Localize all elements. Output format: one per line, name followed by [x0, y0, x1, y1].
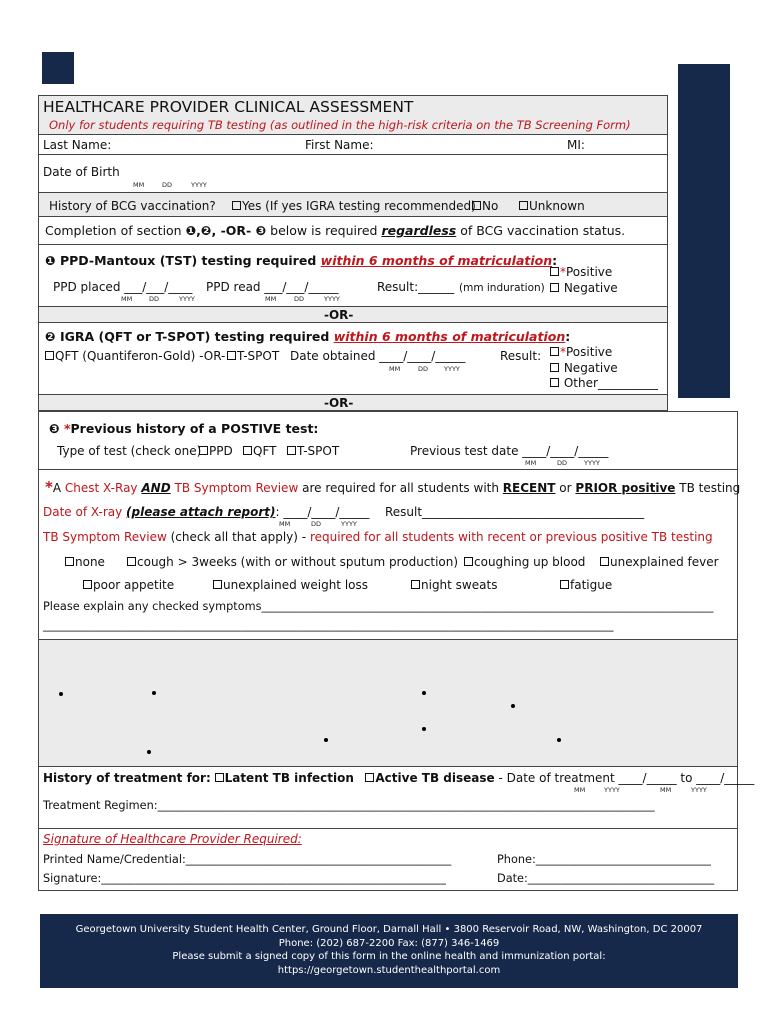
bcg-unknown[interactable] [519, 199, 585, 213]
last-name-label: Last Name: [43, 138, 112, 152]
symptom-label: none [75, 555, 105, 569]
xray-symptom-review: TB Symptom Review [174, 481, 299, 495]
sidebar-bar [678, 64, 730, 398]
treatment-regimen: Treatment Regimen:________________________________________________________________________________________ [43, 799, 655, 812]
form-header [38, 95, 668, 135]
igra-tspot-label: T-SPOT [237, 349, 280, 363]
bcg-label: History of BCG vaccination? [49, 199, 216, 213]
xray-yyyy: YYYY [341, 520, 357, 528]
treatment-mm-1: MM [574, 786, 586, 794]
bcg-no-label: No [482, 199, 499, 213]
checkbox-icon[interactable] [227, 351, 236, 360]
checkbox-icon[interactable] [232, 201, 241, 210]
ppd-section [38, 245, 668, 307]
checkbox-icon[interactable] [550, 267, 559, 276]
first-name-label: First Name: [305, 138, 374, 152]
symptom-required: required for all students with recent or previous positive TB testing [309, 530, 713, 544]
symptom-label: cough > 3weeks (with or without sputum production) [137, 555, 459, 569]
checkbox-icon[interactable] [550, 378, 559, 387]
footer-address: Georgetown University Student Health Center, Ground Floor, Darnall Hall • 3800 Reservoir Road, NW, Washington, DC 20007 [75, 924, 703, 935]
checkbox-icon[interactable] [65, 557, 74, 566]
bullet-dot [59, 692, 63, 696]
igra-qft-label: QFT (Quantiferon-Gold) -OR- [55, 349, 226, 363]
igra-colon: : [565, 329, 571, 344]
checkbox-icon[interactable] [600, 557, 609, 566]
xray-and: AND [141, 481, 171, 495]
treatment-latent[interactable] [215, 771, 354, 785]
symptom-coughing-blood[interactable] [464, 555, 585, 569]
or-divider-1 [38, 307, 668, 323]
prev-ppd[interactable] [199, 444, 233, 458]
prev-dd: DD [557, 459, 568, 467]
xray-please-attach: (please attach report) [126, 505, 276, 519]
previous-section [38, 411, 738, 470]
xray-dd: DD [311, 520, 322, 528]
phone-field: Phone:_______________________________ [497, 853, 711, 866]
treatment-row [43, 771, 754, 785]
igra-qft[interactable] [45, 349, 225, 363]
dob-yyyy: YYYY [191, 181, 207, 189]
igra-title: IGRA (QFT or T-SPOT) testing required [59, 329, 330, 344]
signature-heading: Signature of Healthcare Provider Required: [43, 832, 302, 846]
completion-row [38, 217, 668, 245]
blank-area [38, 640, 738, 767]
bullet-dot [557, 738, 561, 742]
symptom-label: unexplained fever [610, 555, 719, 569]
xray-date-blanks: : ____/____/_____ [275, 505, 370, 519]
ppd-read-yyyy: YYYY [324, 295, 340, 303]
checkbox-icon[interactable] [215, 773, 224, 782]
footer-url[interactable]: https://georgetown.studenthealthportal.com [277, 964, 501, 976]
treatment-active[interactable] [365, 771, 494, 785]
form-title: HEALTHCARE PROVIDER CLINICAL ASSESSMENT [43, 98, 414, 116]
treatment-yyyy-2: YYYY [691, 786, 707, 794]
prev-tspot[interactable] [287, 444, 339, 458]
prev-number: ❸ [49, 421, 60, 436]
igra-within: within 6 months of matriculation [333, 329, 566, 344]
symptom-explain: Please explain any checked symptoms________________________________________________________________________________ [43, 600, 714, 613]
bcg-yes-label: Yes (If yes IGRA testing recommended) [242, 199, 476, 213]
ppd-read-mm: MM [265, 295, 277, 303]
dob-row [38, 155, 668, 193]
completion-part2: below is required [270, 223, 378, 238]
symptom-review-label: TB Symptom Review [43, 530, 167, 544]
xray-result: Result_____________________________________ [385, 505, 645, 519]
symptom-label: coughing up blood [474, 555, 586, 569]
ppd-colon: : [552, 253, 558, 268]
checkbox-icon[interactable] [464, 557, 473, 566]
treatment-latent-label: Latent TB infection [224, 771, 354, 785]
symptom-appetite[interactable] [83, 578, 174, 592]
treatment-date: - Date of treatment ____/_____ to ____/_____ [498, 771, 755, 785]
treatment-section [38, 767, 755, 829]
or-label: -OR- [324, 308, 354, 322]
ppd-positive[interactable] [550, 265, 612, 279]
bullet-dot [511, 704, 515, 708]
ppd-heading [45, 254, 557, 268]
bcg-unknown-label: Unknown [529, 199, 585, 213]
form-subtitle: Only for students requiring TB testing (as outlined in the high-risk criteria on the TB Screening Form) [49, 118, 631, 132]
symptom-weight-loss[interactable] [213, 578, 368, 592]
ppd-read-dd: DD [294, 295, 305, 303]
treatment-yyyy-1: YYYY [604, 786, 620, 794]
checkbox-icon[interactable] [550, 347, 559, 356]
igra-section [38, 323, 668, 395]
bullet-dot [147, 750, 151, 754]
igra-other-label: Other__________ [563, 376, 658, 390]
igra-dd: DD [418, 365, 429, 373]
name-row [38, 135, 668, 155]
prev-tspot-label: T-SPOT [297, 444, 340, 458]
xray-required: are required for all students with [302, 481, 499, 495]
symptom-review-row [43, 530, 713, 544]
signature-section [38, 829, 738, 891]
symptom-cough[interactable] [127, 555, 458, 569]
xray-date-label: Date of X-ray [43, 505, 123, 519]
prev-yyyy: YYYY [584, 459, 600, 467]
prev-star: * [63, 421, 71, 436]
dob-mm: MM [133, 181, 145, 189]
xray-mm: MM [279, 520, 291, 528]
prev-qft[interactable] [243, 444, 276, 458]
symptom-fatigue[interactable] [560, 578, 612, 592]
checkbox-icon[interactable] [560, 580, 569, 589]
ppd-negative[interactable] [550, 281, 618, 295]
checkbox-icon[interactable] [287, 446, 296, 455]
checkbox-icon[interactable] [243, 446, 252, 455]
ppd-number: ❶ [45, 253, 56, 268]
printed-name: Printed Name/Credential:_______________________________________________ [43, 853, 452, 866]
xray-heading [45, 480, 740, 495]
xray-section [38, 470, 741, 640]
symptom-fever[interactable] [600, 555, 719, 569]
ppd-placed: PPD placed ___/___/____ [53, 280, 193, 294]
mi-label: MI: [567, 138, 585, 152]
igra-positive[interactable] [550, 345, 612, 359]
treatment-mm-2: MM [660, 786, 672, 794]
xray-or: or [559, 481, 572, 495]
ppd-mm-induration: (mm induration) [459, 282, 545, 294]
checkbox-icon[interactable] [199, 446, 208, 455]
prev-heading [49, 422, 318, 436]
ppd-placed-yyyy: YYYY [179, 295, 195, 303]
symptom-label: poor appetite [93, 578, 175, 592]
checkbox-icon[interactable] [519, 201, 528, 210]
checkbox-icon[interactable] [365, 773, 374, 782]
igra-negative-label: Negative [563, 361, 618, 375]
ppd-result: Result:______ [377, 280, 455, 294]
igra-heading [45, 330, 570, 344]
footer [40, 914, 738, 988]
footer-submit: Please submit a signed copy of this form in the online health and immunization portal: [172, 951, 606, 962]
checkbox-icon[interactable] [45, 351, 54, 360]
ppd-negative-label: Negative [563, 281, 618, 295]
checkbox-icon[interactable] [411, 580, 420, 589]
or-label: -OR- [324, 396, 354, 410]
symptom-label: night sweats [421, 578, 498, 592]
xray-star: * [45, 478, 53, 496]
symptom-none[interactable] [65, 555, 105, 569]
symptom-label: fatigue [570, 578, 613, 592]
igra-other[interactable] [550, 376, 658, 390]
footer-phone: Phone: (202) 687-2200 Fax: (877) 346-1469 [278, 937, 500, 949]
xray-a: A [52, 481, 62, 495]
ppd-positive-label: Positive [566, 265, 613, 279]
bullet-dot [324, 738, 328, 742]
treatment-active-label: Active TB disease [375, 771, 495, 785]
ppd-placed-mm: MM [121, 295, 133, 303]
checkbox-icon[interactable] [550, 283, 559, 292]
igra-tspot[interactable] [227, 349, 279, 363]
bullet-dot [152, 691, 156, 695]
symptom-night-sweats[interactable] [411, 578, 497, 592]
treatment-label: History of treatment for: [43, 771, 211, 785]
checkbox-icon[interactable] [472, 201, 481, 210]
date-field: Date:_________________________________ [497, 872, 715, 885]
bullet-dot [422, 727, 426, 731]
xray-prior: PRIOR positive [575, 481, 676, 495]
ppd-read: PPD read ___/___/_____ [206, 280, 339, 294]
checkbox-icon[interactable] [213, 580, 222, 589]
xray-date-row [43, 505, 369, 519]
igra-positive-star: * [560, 345, 566, 359]
ppd-title: PPD-Mantoux (TST) testing required [59, 253, 317, 268]
igra-date: Date obtained ____/____/_____ [290, 349, 466, 363]
checkbox-icon[interactable] [83, 580, 92, 589]
xray-chest: Chest X-Ray [64, 481, 138, 495]
ppd-positive-star: * [560, 265, 566, 279]
dob-label: Date of Birth [43, 165, 120, 179]
prev-type-label: Type of test (check one) [57, 444, 202, 458]
completion-text [45, 224, 625, 238]
completion-part3: of BCG vaccination status. [460, 223, 626, 238]
or-divider-2 [38, 395, 668, 411]
prev-ppd-label: PPD [209, 444, 233, 458]
igra-positive-label: Positive [566, 345, 613, 359]
completion-part1: Completion of section [45, 223, 182, 238]
prev-qft-label: QFT [253, 444, 277, 458]
bcg-row [38, 193, 668, 217]
prev-title: Previous history of a POSTIVE test: [70, 421, 319, 436]
bcg-no[interactable] [472, 199, 498, 213]
symptom-explain-line: _____________________________________________________________________________________________________ [43, 619, 614, 632]
dob-dd: DD [162, 181, 173, 189]
prev-mm: MM [525, 459, 537, 467]
checkbox-icon[interactable] [550, 363, 559, 372]
igra-result: Result: [500, 349, 542, 363]
bullet-dot [422, 691, 426, 695]
igra-yyyy: YYYY [444, 365, 460, 373]
logo-square [42, 52, 74, 84]
igra-negative[interactable] [550, 361, 618, 375]
xray-recent: RECENT [502, 481, 556, 495]
bcg-yes[interactable] [232, 199, 476, 213]
ppd-placed-dd: DD [149, 295, 160, 303]
igra-mm: MM [389, 365, 401, 373]
checkbox-icon[interactable] [127, 557, 136, 566]
completion-numerals: ❶,❷, -OR- ❸ [185, 223, 267, 238]
prev-date: Previous test date ____/____/_____ [410, 444, 609, 458]
igra-number: ❷ [45, 329, 56, 344]
completion-regardless: regardless [381, 223, 457, 238]
xray-tb-testing: TB testing [679, 481, 741, 495]
symptom-label: unexplained weight loss [223, 578, 368, 592]
ppd-within: within 6 months of matriculation [320, 253, 553, 268]
signature-field: Signature:_____________________________________________________________ [43, 872, 446, 885]
symptom-check: (check all that apply) - [170, 530, 307, 544]
